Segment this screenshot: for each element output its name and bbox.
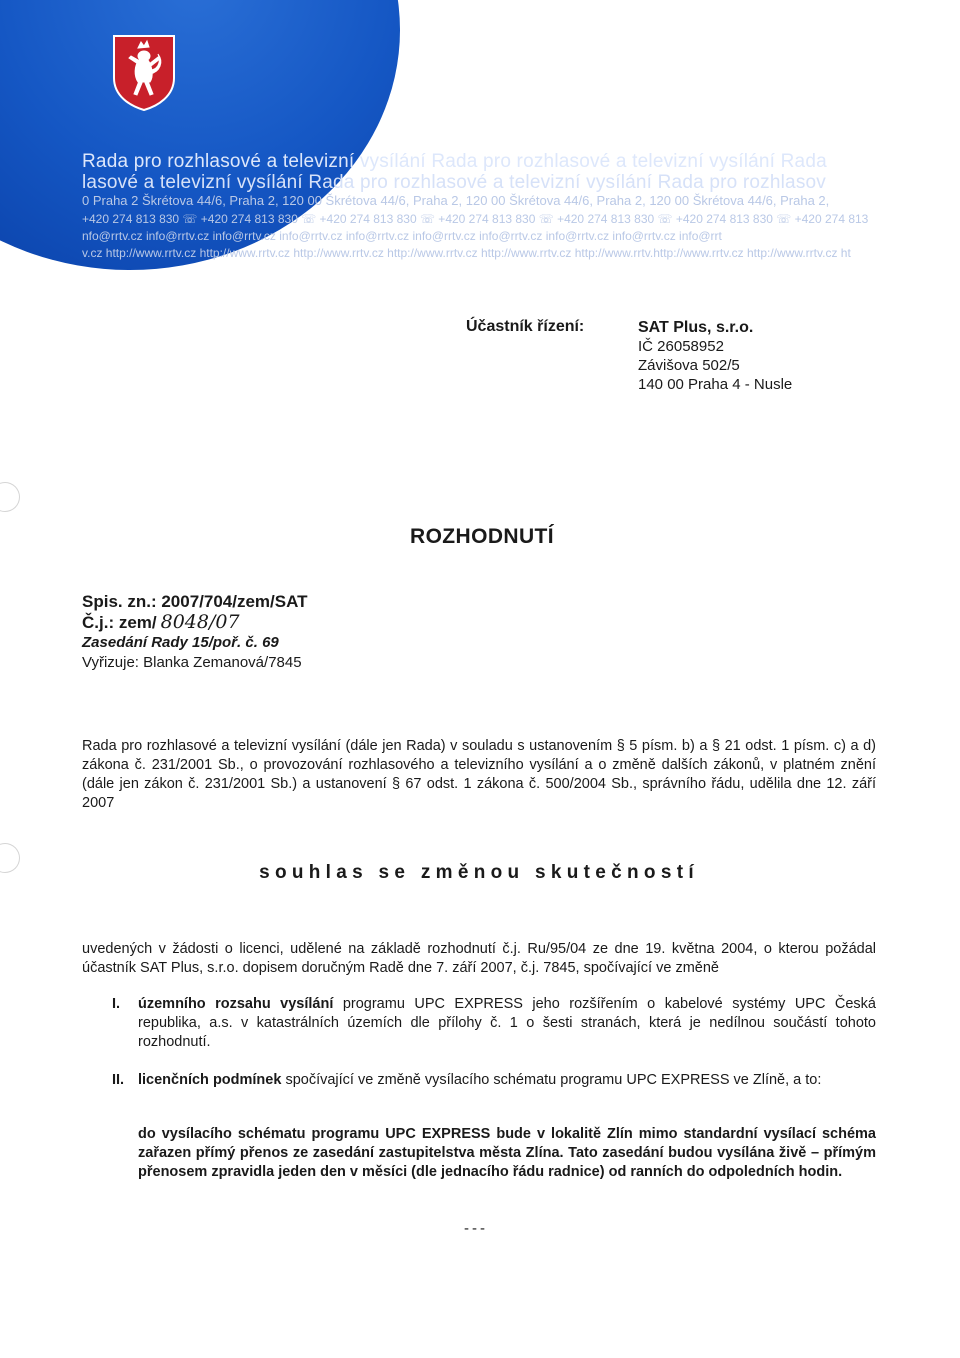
document-title: ROZHODNUTÍ xyxy=(410,525,554,548)
recipient-name: SAT Plus, s.r.o. xyxy=(638,319,754,336)
list-item-number: II. xyxy=(112,1072,125,1088)
list-item-text xyxy=(138,995,876,1052)
handwritten-reference: 8048/07 xyxy=(160,611,240,633)
list-item-number: I. xyxy=(112,996,121,1012)
list-item-bold: licenčních podmínek xyxy=(138,1072,282,1088)
intro-paragraph: Rada pro rozhlasové a televizní vysílání (dále jen Rada) v souladu s ustanovením § 5 písm. b) a § 21 odst. 1 písm. c) a d) zákona č. 231/2001 Sb., o provozování rozhlasového a televizního vysílání a o změně dalších zákonů, v platném znění (dále jen zákon č. 231/2001 Sb.) a ustanovení § 67 odst. 1 zákona č. 500/2004 Sb., správního řádu, udělila dne 12. září 2007 xyxy=(82,738,876,811)
reference-number xyxy=(82,612,308,633)
letterhead-name-line-2: lasové a televizní vysílání Rada pro rozhlasové a televizní vysílání Rada pro rozhlasov xyxy=(82,172,826,193)
recipient-address xyxy=(638,318,792,394)
letterhead-phone-line: +420 274 813 830 ☏ +420 274 813 830 ☏ +420 274 813 830 ☏ +420 274 813 830 ☏ +420 274 813 830 ☏ +420 274 813 830 ☏ +420 274 813 xyxy=(82,212,869,226)
session-reference: Zasedání Rady 15/poř. č. 69 xyxy=(82,634,279,651)
punch-hole-mark xyxy=(0,482,20,512)
list-item-rest: programu UPC EXPRESS jeho rozšířením o kabelové systémy UPC Česká republika, a.s. v katastrálních územích dle přílohy č. 1 o šesti stranách, která je nedílnou součástí tohoto rozhodnutí. xyxy=(138,996,876,1050)
recipient-label: Účastník řízení: xyxy=(466,318,585,335)
list-item xyxy=(82,1071,876,1090)
consent-heading: souhlas se změnou skutečností xyxy=(259,862,699,883)
handled-by: Vyřizuje: Blanka Zemanová/7845 xyxy=(82,654,302,671)
recipient-street: Závišova 502/5 xyxy=(638,357,740,374)
recipient-ic: IČ 26058952 xyxy=(638,338,724,355)
czech-lion-crest-icon xyxy=(112,34,176,112)
section-end-mark: --- xyxy=(464,1220,488,1237)
body-paragraph: uvedených v žádosti o licenci, udělené na základě rozhodnutí č.j. Ru/95/04 ze dne 19. května 2004, o kterou požádal účastník SAT Plus, s.r.o. dopisem doručným Radě dne 7. září 2007, č.j. 7845, spočívající ve změně xyxy=(82,941,876,976)
letterhead-address-line: 0 Praha 2 Škrétova 44/6, Praha 2, 120 00 Škrétova 44/6, Praha 2, 120 00 Škrétova 44/6, Praha 2, 120 00 Škrétova 44/6, Praha 2, xyxy=(82,193,830,208)
list-item xyxy=(82,995,876,1052)
file-number: Spis. zn.: 2007/704/zem/SAT xyxy=(82,592,308,611)
list-item-rest: spočívající ve změně vysílacího schématu programu UPC EXPRESS ve Zlíně, a to: xyxy=(281,1072,822,1088)
list-item-text xyxy=(138,1071,876,1090)
list-item-bold: územního rozsahu vysílání xyxy=(138,996,334,1012)
letterhead-name-line-1: Rada pro rozhlasové a televizní vysílání Rada pro rozhlasové a televizní vysílání Rada xyxy=(82,151,827,172)
letterhead-web-line: v.cz http://www.rrtv.cz http://www.rrtv.cz http://www.rrtv.cz http://www.rrtv.cz http://www.rrtv.cz http://www.rrtv.http://www.rrtv.cz http://www.rrtv.cz ht xyxy=(82,246,851,260)
reference-prefix: Č.j.: zem/ xyxy=(82,613,157,632)
letterhead xyxy=(0,0,960,270)
recipient-city: 140 00 Praha 4 - Nusle xyxy=(638,376,793,393)
reference-block xyxy=(82,592,308,673)
letterhead-email-line: nfo@rrtv.cz info@rrtv.cz info@rrtv.cz info@rrtv.cz info@rrtv.cz info@rrtv.cz info@rrtv.cz info@rrtv.cz info@rrtv.cz info@rrt xyxy=(82,229,722,243)
schedule-change-text: do vysílacího schématu programu UPC EXPRESS bude v lokalitě Zlín mimo standardní vysílací schéma zařazen přímý přenos ze zasedání zastupitelstva města Zlína. Tato zasedání budou vysílána živě – přímým přenosem zpravidla jeden den v měsíci (dle jednacího řádu radnice) od ranních do odpoledních hodin. xyxy=(138,1126,876,1180)
